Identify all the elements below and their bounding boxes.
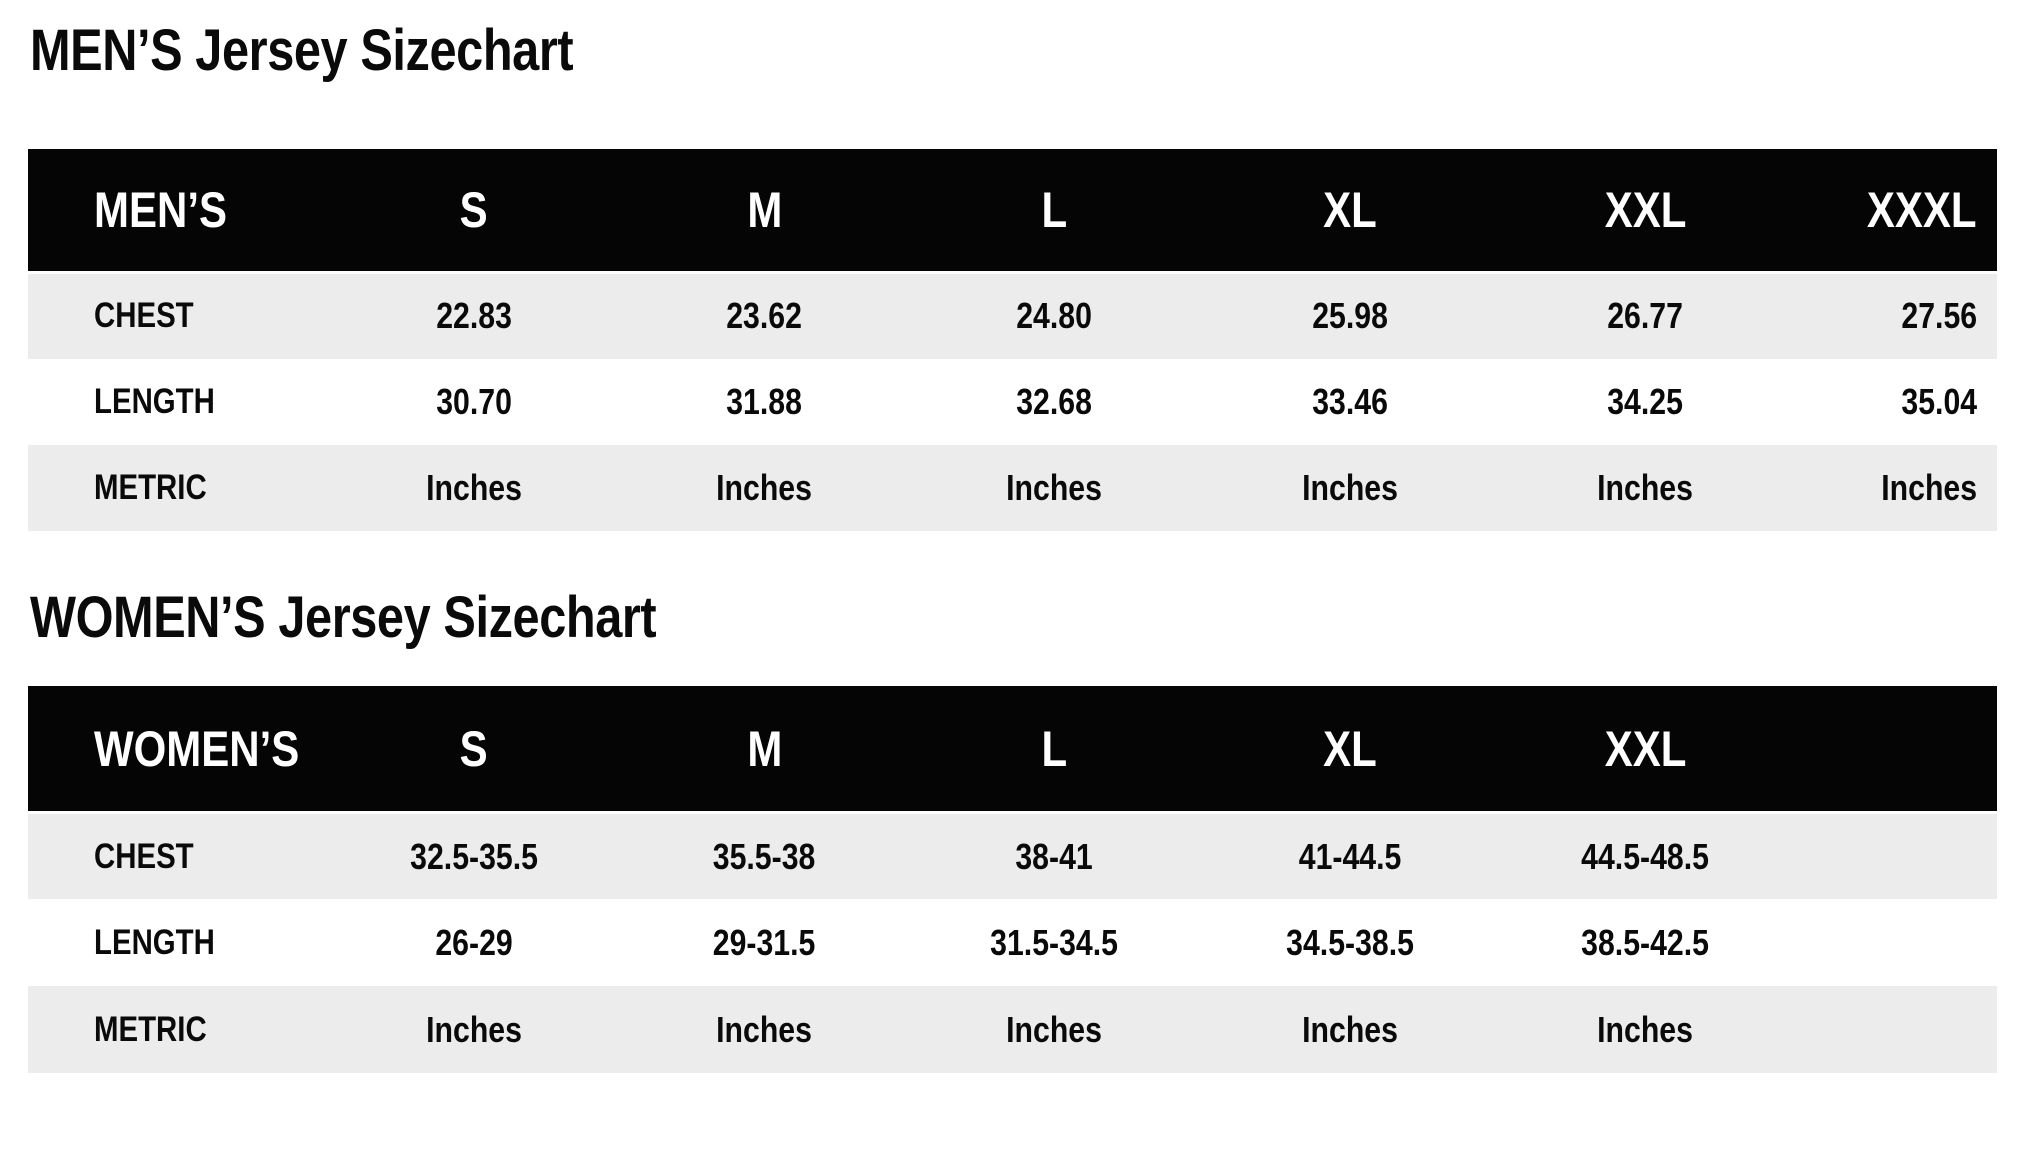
mens-table-header (28, 149, 1997, 273)
womens-chest-s: 32.5-35.5 (410, 835, 538, 877)
womens-header-row (28, 686, 1997, 812)
womens-length-row (28, 899, 1997, 986)
row-label-chest: CHEST (94, 836, 194, 876)
mens-header-cell-xxxl: XXXL (1790, 149, 1997, 273)
row-label-length: LENGTH (94, 922, 215, 962)
mens-metric-xxl: Inches (1597, 466, 1694, 508)
womens-metric-xl: Inches (1302, 1008, 1399, 1050)
mens-header-row (28, 149, 1997, 273)
mens-chest-m: 23.62 (726, 295, 803, 337)
womens-length-xl: 34.5-38.5 (1286, 921, 1415, 963)
row-label-metric: METRIC (94, 1009, 207, 1049)
mens-header-cell-s: S (327, 149, 620, 273)
mens-chest-xxxl: 27.56 (1901, 295, 1977, 337)
mens-metric-xxxl: Inches (1881, 466, 1977, 508)
womens-sizechart-table (28, 686, 1997, 1073)
mens-metric-l: Inches (1005, 466, 1102, 508)
womens-length-l: 31.5-34.5 (989, 921, 1118, 963)
womens-length-s: 26-29 (435, 921, 513, 963)
womens-metric-m: Inches (716, 1008, 813, 1050)
womens-table-header (28, 686, 1997, 812)
womens-header-cell-xxl: XXL (1501, 686, 1790, 812)
mens-header-cell-xxl: XXL (1501, 149, 1790, 273)
womens-metric-empty (1790, 986, 1997, 1073)
womens-chest-row (28, 812, 1997, 899)
mens-chest-xl: 25.98 (1312, 295, 1388, 337)
mens-sizechart-title-text: MEN’S Jersey Sizechart (30, 18, 574, 83)
sizechart-page (0, 18, 2024, 1073)
womens-chest-l: 38-41 (1015, 835, 1093, 877)
womens-metric-l: Inches (1005, 1008, 1102, 1050)
mens-chest-row (28, 273, 1997, 359)
womens-chest-empty (1790, 812, 1997, 899)
womens-header-cell-s: S (327, 686, 620, 812)
womens-chest-m: 35.5-38 (713, 835, 816, 877)
row-label-metric: METRIC (94, 467, 207, 507)
womens-header-cell-xl: XL (1200, 686, 1501, 812)
mens-metric-row (28, 445, 1997, 531)
womens-metric-s: Inches (426, 1008, 522, 1050)
mens-header-cell-xl: XL (1200, 149, 1501, 273)
womens-length-xxl: 38.5-42.5 (1581, 921, 1710, 963)
womens-metric-xxl: Inches (1597, 1008, 1694, 1050)
womens-sizechart-title-text: WOMEN’S Jersey Sizechart (30, 584, 657, 650)
row-label-chest: CHEST (94, 296, 194, 336)
womens-header-cell-label: WOMEN’S (28, 686, 327, 812)
mens-length-l: 32.68 (1015, 380, 1092, 422)
mens-length-xxl: 34.25 (1607, 380, 1684, 422)
womens-length-m: 29-31.5 (713, 921, 816, 963)
womens-header-cell-m: M (621, 686, 908, 812)
mens-chest-s: 22.83 (436, 295, 512, 337)
mens-sizechart-title (30, 18, 1997, 85)
mens-header-cell-label: MEN’S (28, 149, 327, 273)
mens-metric-s: Inches (426, 466, 522, 508)
mens-length-xxxl: 35.04 (1901, 380, 1977, 422)
womens-length-empty (1790, 899, 1997, 986)
mens-header-cell-l: L (908, 149, 1199, 273)
womens-metric-row (28, 986, 1997, 1073)
womens-header-cell-empty (1790, 686, 1997, 812)
mens-length-s: 30.70 (436, 380, 512, 422)
mens-header-cell-m: M (621, 149, 908, 273)
womens-chest-xl: 41-44.5 (1298, 835, 1402, 877)
womens-sizechart-title (30, 585, 1997, 652)
mens-length-m: 31.88 (726, 380, 803, 422)
mens-metric-m: Inches (716, 466, 813, 508)
mens-metric-xl: Inches (1302, 466, 1399, 508)
mens-length-row (28, 359, 1997, 445)
mens-chest-l: 24.80 (1015, 295, 1092, 337)
mens-sizechart-table (28, 149, 1997, 531)
row-label-length: LENGTH (94, 381, 215, 421)
mens-chest-xxl: 26.77 (1607, 295, 1684, 337)
mens-length-xl: 33.46 (1312, 380, 1388, 422)
womens-header-cell-l: L (908, 686, 1199, 812)
womens-chest-xxl: 44.5-48.5 (1581, 835, 1710, 877)
